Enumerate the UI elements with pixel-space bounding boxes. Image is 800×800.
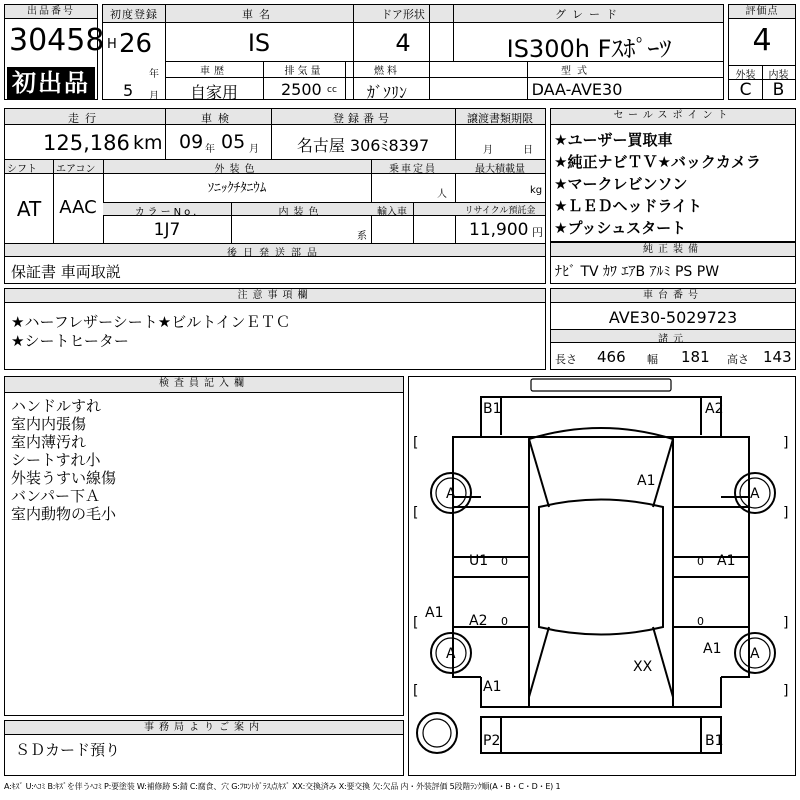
doors: 4 — [395, 29, 411, 57]
selling-point: ★ＬＥＤヘッドライト — [554, 197, 702, 215]
mark-hood: A1 — [637, 473, 656, 489]
mark-left-front-door: U1 — [469, 553, 489, 569]
later-parts: 保証書 車両取説 — [11, 263, 121, 281]
chassis-label: 車台番号 — [551, 289, 795, 303]
length: 466 — [597, 348, 626, 366]
recycle: 11,900 — [469, 220, 529, 240]
ac: AAC — [59, 197, 97, 218]
office-box — [4, 720, 404, 776]
lot-label: 出品番号 — [5, 5, 97, 19]
bracket: ] — [783, 435, 789, 451]
inspector-line: バンパー下Ａ — [11, 487, 100, 505]
car-outline — [453, 379, 749, 753]
chassis-number: AVE30-5029723 — [608, 308, 738, 327]
color-no-label: カラーNo. — [134, 207, 200, 218]
inspector-line: シートすれ小 — [11, 451, 101, 469]
month-unit: 月 — [149, 91, 159, 102]
displacement: 2500 — [281, 80, 322, 99]
notes-line: ★シートヒーター — [11, 332, 129, 350]
selling-point: ★純正ナビＴＶ★バックカメラ — [554, 153, 761, 171]
legend: A:ｷｽﾞ U:ﾍｺﾐ B:ｷｽﾞを伴うﾍｺﾐ P:要塗装 W:補修跡 S:錆 C:腐食、穴 G:ﾌﾛﾝﾄｶﾞﾗｽ点ｷｽﾞ XX:交換済み X:要交換 欠:欠品 内・外装評価 5段階ﾗﾝｸ順(A・B・C・D・E) 1 — [4, 782, 561, 791]
notes-box — [4, 288, 546, 370]
shift-label: シフト — [7, 164, 37, 175]
height: 143 — [763, 348, 792, 366]
inspection-month-unit: 月 — [249, 144, 259, 155]
mark-right-front-door: A1 — [717, 553, 736, 569]
interior-color-unit: 系 — [357, 231, 367, 242]
details-box — [4, 108, 546, 284]
office-text: ＳＤカード預り — [15, 741, 121, 759]
inspector-line: ハンドルすれ — [11, 397, 102, 415]
width-label: 幅 — [647, 353, 658, 366]
genuine-label: 純正装備 — [551, 243, 795, 257]
grade-label: グレード — [555, 8, 623, 21]
office-label: 事務局よりご案内 — [5, 721, 403, 735]
mark-front-left: B1 — [483, 401, 502, 417]
genuine-equipment: ﾅﾋﾞ TV ｶﾜ ｴｱB ｱﾙﾐ PS PW — [555, 264, 720, 280]
displacement-unit: cc — [327, 85, 337, 95]
plate-label: 登録番号 — [333, 112, 393, 125]
inspection-label: 車検 — [201, 112, 235, 125]
model-code: DAA-AVE30 — [531, 80, 623, 99]
transfer-day-unit: 日 — [523, 145, 533, 156]
interior-grade: B — [772, 80, 785, 100]
mark-front-wheel-right: A — [750, 486, 760, 502]
recycle-unit: 円 — [532, 226, 543, 239]
genuine-equipment-box — [550, 242, 796, 284]
inspector-line: 外装うすい線傷 — [11, 469, 117, 487]
inspector-line: 室内薄汚れ — [11, 433, 87, 451]
mark-rear-left: P2 — [483, 733, 501, 749]
score: 4 — [752, 23, 772, 58]
bracket: [ — [413, 505, 419, 521]
mark-right-rear-door-zero: 0 — [697, 615, 704, 628]
inspector-line: 室内内張傷 — [11, 415, 87, 433]
later-parts-label: 後日発送部品 — [227, 248, 323, 259]
inspection-month: 05 — [221, 131, 246, 153]
length-label: 長さ — [555, 353, 577, 366]
mark-left-rear-door-zero: 0 — [501, 615, 508, 628]
mark-rear-wheel-left: A — [446, 646, 456, 662]
mark-left-sill: A1 — [425, 605, 444, 621]
car-diagram-box — [408, 376, 796, 776]
import-label: 輸入車 — [377, 207, 407, 218]
selling-point: ★ユーザー買取車 — [554, 131, 673, 149]
grade: IS300h Fｽﾎﾟｰﾂ — [506, 35, 672, 63]
bracket: [ — [413, 615, 419, 631]
color-no: 1J7 — [153, 220, 181, 240]
color-label: 外装色 — [214, 164, 260, 175]
mark-front-wheel-left: A — [446, 486, 456, 502]
chassis-box — [550, 288, 796, 370]
mark-left-front-door-zero: 0 — [501, 555, 508, 568]
mark-front-right: A2 — [705, 401, 724, 417]
shift: AT — [16, 197, 42, 221]
first-reg-label: 初度登録 — [110, 8, 158, 21]
reg-month: 5 — [123, 81, 134, 100]
mark-left-rear-fender: A1 — [483, 679, 502, 695]
history: 自家用 — [189, 83, 238, 102]
mileage-label: 走行 — [68, 112, 102, 125]
car-diagram — [409, 377, 795, 775]
car-name: IS — [247, 29, 271, 57]
car-name-label: 車名 — [242, 8, 276, 21]
load-unit: kg — [530, 185, 543, 196]
score-label: 評価点 — [729, 5, 795, 19]
capacity-label: 乗車定員 — [389, 164, 437, 175]
exterior-label: 外装 — [735, 70, 756, 81]
interior-color-label: 内装色 — [278, 207, 324, 218]
inspection-year: 09 — [179, 131, 204, 153]
selling-points-box — [550, 108, 796, 242]
notes-label: 注意事項欄 — [5, 289, 545, 303]
bracket: [ — [413, 435, 419, 451]
mark-right-rear-fender: A1 — [703, 641, 722, 657]
lot-number: 30458 — [9, 23, 105, 58]
mileage-unit: km — [133, 132, 163, 154]
bracket: [ — [413, 683, 419, 699]
score-box — [728, 4, 796, 100]
history-label: 車歴 — [200, 66, 228, 77]
plate: 名古屋 306ﾐ8397 — [296, 136, 430, 155]
fuel: ｶﾞｿﾘﾝ — [366, 83, 407, 102]
mark-left-rear-door: A2 — [469, 613, 488, 629]
main-info-box — [102, 4, 724, 100]
width: 181 — [681, 348, 710, 366]
transfer-label: 譲渡書類期限 — [467, 112, 533, 125]
selling-point: ★マークレビンソン — [554, 175, 688, 193]
era-letter: H — [107, 37, 117, 52]
inspector-box — [4, 376, 404, 716]
displacement-label: 排気量 — [284, 66, 324, 77]
inspector-line: 室内動物の毛小 — [11, 505, 117, 523]
reg-year: 26 — [119, 29, 153, 59]
interior-label: 内装 — [768, 70, 789, 81]
bracket: ] — [783, 505, 789, 521]
inspector-label: 検査員記入欄 — [5, 377, 403, 393]
bracket: ] — [783, 683, 789, 699]
ac-label: エアコン — [56, 164, 96, 175]
door-label: ドア形状 — [381, 8, 425, 21]
color: ｿﾆｯｸﾁﾀﾆｳﾑ — [207, 181, 267, 196]
notes-line: ★ハーフレザーシート★ビルトインＥＴＣ — [11, 313, 291, 331]
year-unit: 年 — [149, 69, 159, 80]
inspection-year-unit: 年 — [205, 144, 215, 155]
height-label: 高さ — [727, 353, 749, 366]
first-listing-badge: 初出品 — [7, 67, 95, 99]
bracket: ] — [783, 615, 789, 631]
recycle-label: リサイクル預託金 — [464, 206, 536, 216]
mark-rear-right: B1 — [705, 733, 724, 749]
capacity-unit: 人 — [437, 189, 447, 200]
specs-label: 諸元 — [658, 334, 688, 345]
mark-trunk: XX — [633, 659, 653, 675]
transfer-month-unit: 月 — [483, 145, 493, 156]
selling-points-label: セールスポイント — [551, 109, 795, 125]
exterior-grade: C — [739, 80, 752, 100]
fuel-label: 燃料 — [374, 66, 400, 77]
load-label: 最大積載量 — [475, 164, 525, 175]
mark-rear-wheel-right: A — [750, 646, 760, 662]
model-label: 型式 — [561, 66, 593, 77]
lot-box — [4, 4, 105, 100]
mark-right-front-door-zero: 0 — [697, 555, 704, 568]
selling-point: ★プッシュスタート — [554, 219, 687, 237]
mileage: 125,186 — [43, 131, 130, 155]
